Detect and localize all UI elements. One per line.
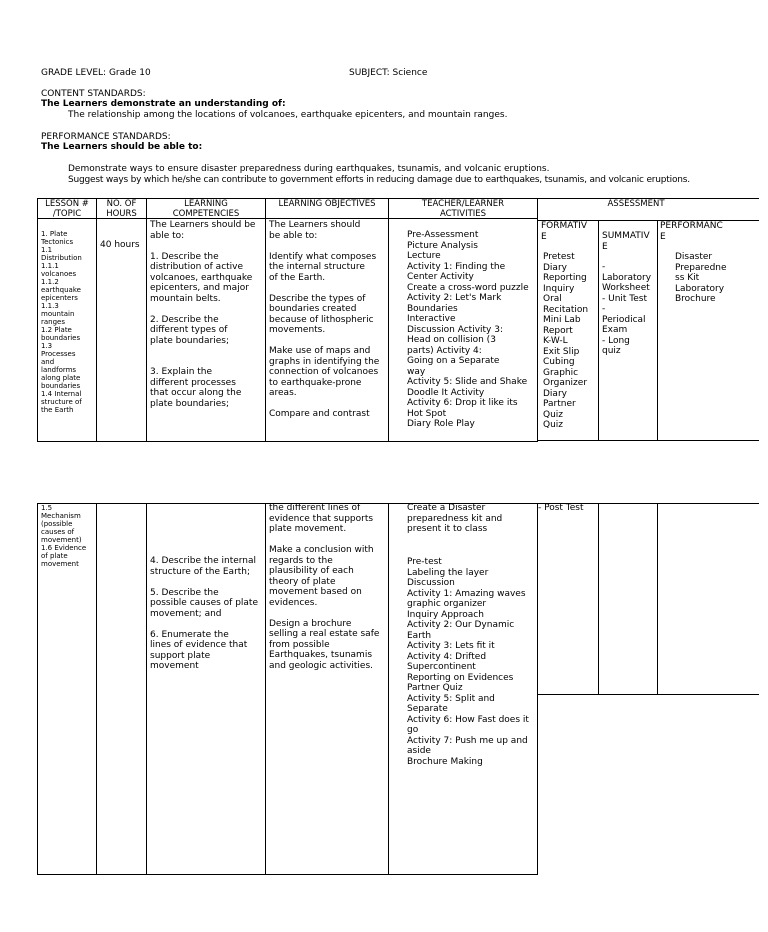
- activities-cell: Create a Disaster preparedness kit and present it to class: [407, 503, 503, 534]
- lesson-topic-cell: 1. Plate Tectonics 1.1 Distribution 1.1.1 volcanoes 1.1.2 earthquake epicenters 1.1.3 mountain ranges 1.2 Plate boundaries 1.3 Processes and landforms along plate boundaries 1.4 Internal structure of the Earth: [41, 230, 82, 414]
- content-standards-heading: CONTENT STANDARDS:: [41, 89, 146, 99]
- header-assessment: ASSESSMENT: [607, 199, 665, 209]
- content-standards-lead: The Learners demonstrate an understanding of:: [41, 99, 286, 109]
- activities-list: Pre-test Labeling the layer Discussion Activity 1: Amazing waves graphic organizer Inquiry Approach Activity 2: Our Dynamic Earth Activity 3: Lets fit it Activity 4: Drifted Supercontinent Reporting on Evidences Partner Quiz Activity 5: Split and Separate Activity 6: How Fast does it go Activity 7: Push me up and aside Brochure Making: [407, 557, 529, 767]
- activities-cell: Pre-Assessment Picture Analysis Lecture Activity 1: Finding the Center Activity Create a cross-word puzzle Activity 2: Let's Mark Boundaries Interactive Discussion Activity 3: Head on collision (3 parts) Activity 4: Going on a Separate way Activity 5: Slide and Shake Doodle It Activity Activity 6: Drop it like its Hot Spot Diary Role Play: [407, 230, 529, 429]
- performance-header: PERFORMANC E: [660, 221, 723, 242]
- competencies-cell: The Learners should be able to: 1. Describe the distribution of active volcanoes, earthquake epicenters, and major mountain belts. 2. Describe the different types of plate boundaries; 3. Explain the different processes that occur along the plate boundaries;: [150, 220, 256, 409]
- performance-standard-item: Demonstrate ways to ensure disaster preparedness during earthquakes, tsunamis, and volcanic eruptions.: [68, 164, 550, 174]
- lesson-topic-cell: 1.5 Mechanism (possible causes of movement) 1.6 Evidence of plate movement: [41, 504, 87, 568]
- performance-standards-heading: PERFORMANCE STANDARDS:: [41, 132, 171, 142]
- header-lesson: LESSON # /TOPIC: [45, 199, 89, 219]
- subject: SUBJECT: Science: [349, 68, 428, 78]
- performance-standards-lead: The Learners should be able to:: [41, 142, 203, 152]
- formative-cell: Pretest Diary Reporting Inquiry Oral Recitation Mini Lab Report K-W-L Exit Slip Cubing Graphic Organizer Diary Partner Quiz Quiz: [543, 252, 589, 430]
- objectives-cell: The Learners should be able to: Identify what composes the internal structure of the Earth. Describe the types of boundaries created because of lithospheric movements. Make use of maps and graphs in identifying the connection of volcanoes to earthquake-prone areas. Compare and contrast: [269, 220, 380, 419]
- formative-header: FORMATIV E: [541, 221, 588, 242]
- header-objectives: LEARNING OBJECTIVES: [278, 199, 376, 209]
- summative-cell: - Laboratory Worksheet - Unit Test - Periodical Exam - Long quiz: [602, 262, 652, 356]
- grade-level: GRADE LEVEL: Grade 10: [41, 68, 151, 78]
- header-hours: NO. OF HOURS: [106, 199, 137, 219]
- summative-header: SUMMATIV E: [602, 231, 650, 252]
- formative-cell: - Post Test: [538, 503, 584, 513]
- content-standard-item: The relationship among the locations of volcanoes, earthquake epicenters, and mountain ranges.: [68, 110, 508, 120]
- hours-cell: 40 hours: [100, 240, 140, 250]
- objectives-cell: the different lines of evidence that supports plate movement. Make a conclusion with regards to the plausibility of each theory of plate movement based on evidences. Design a brochure selling a real estate safe from possible Earthquakes, tsunamis and geologic activities.: [269, 503, 380, 671]
- header-competencies: LEARNING COMPETENCIES: [172, 199, 240, 219]
- performance-cell: Disaster Preparedne ss Kit Laboratory Brochure: [675, 252, 727, 304]
- header-activities: TEACHER/LEARNER ACTIVITIES: [421, 199, 505, 219]
- competencies-cell: 4. Describe the internal structure of the Earth; 5. Describe the possible causes of plate movement; and 6. Enumerate the lines of evidence that support plate movement: [150, 556, 258, 671]
- performance-standard-item: Suggest ways by which he/she can contribute to government efforts in reducing damage due to earthquakes, tsunamis, and volcanic eruptions.: [68, 175, 690, 185]
